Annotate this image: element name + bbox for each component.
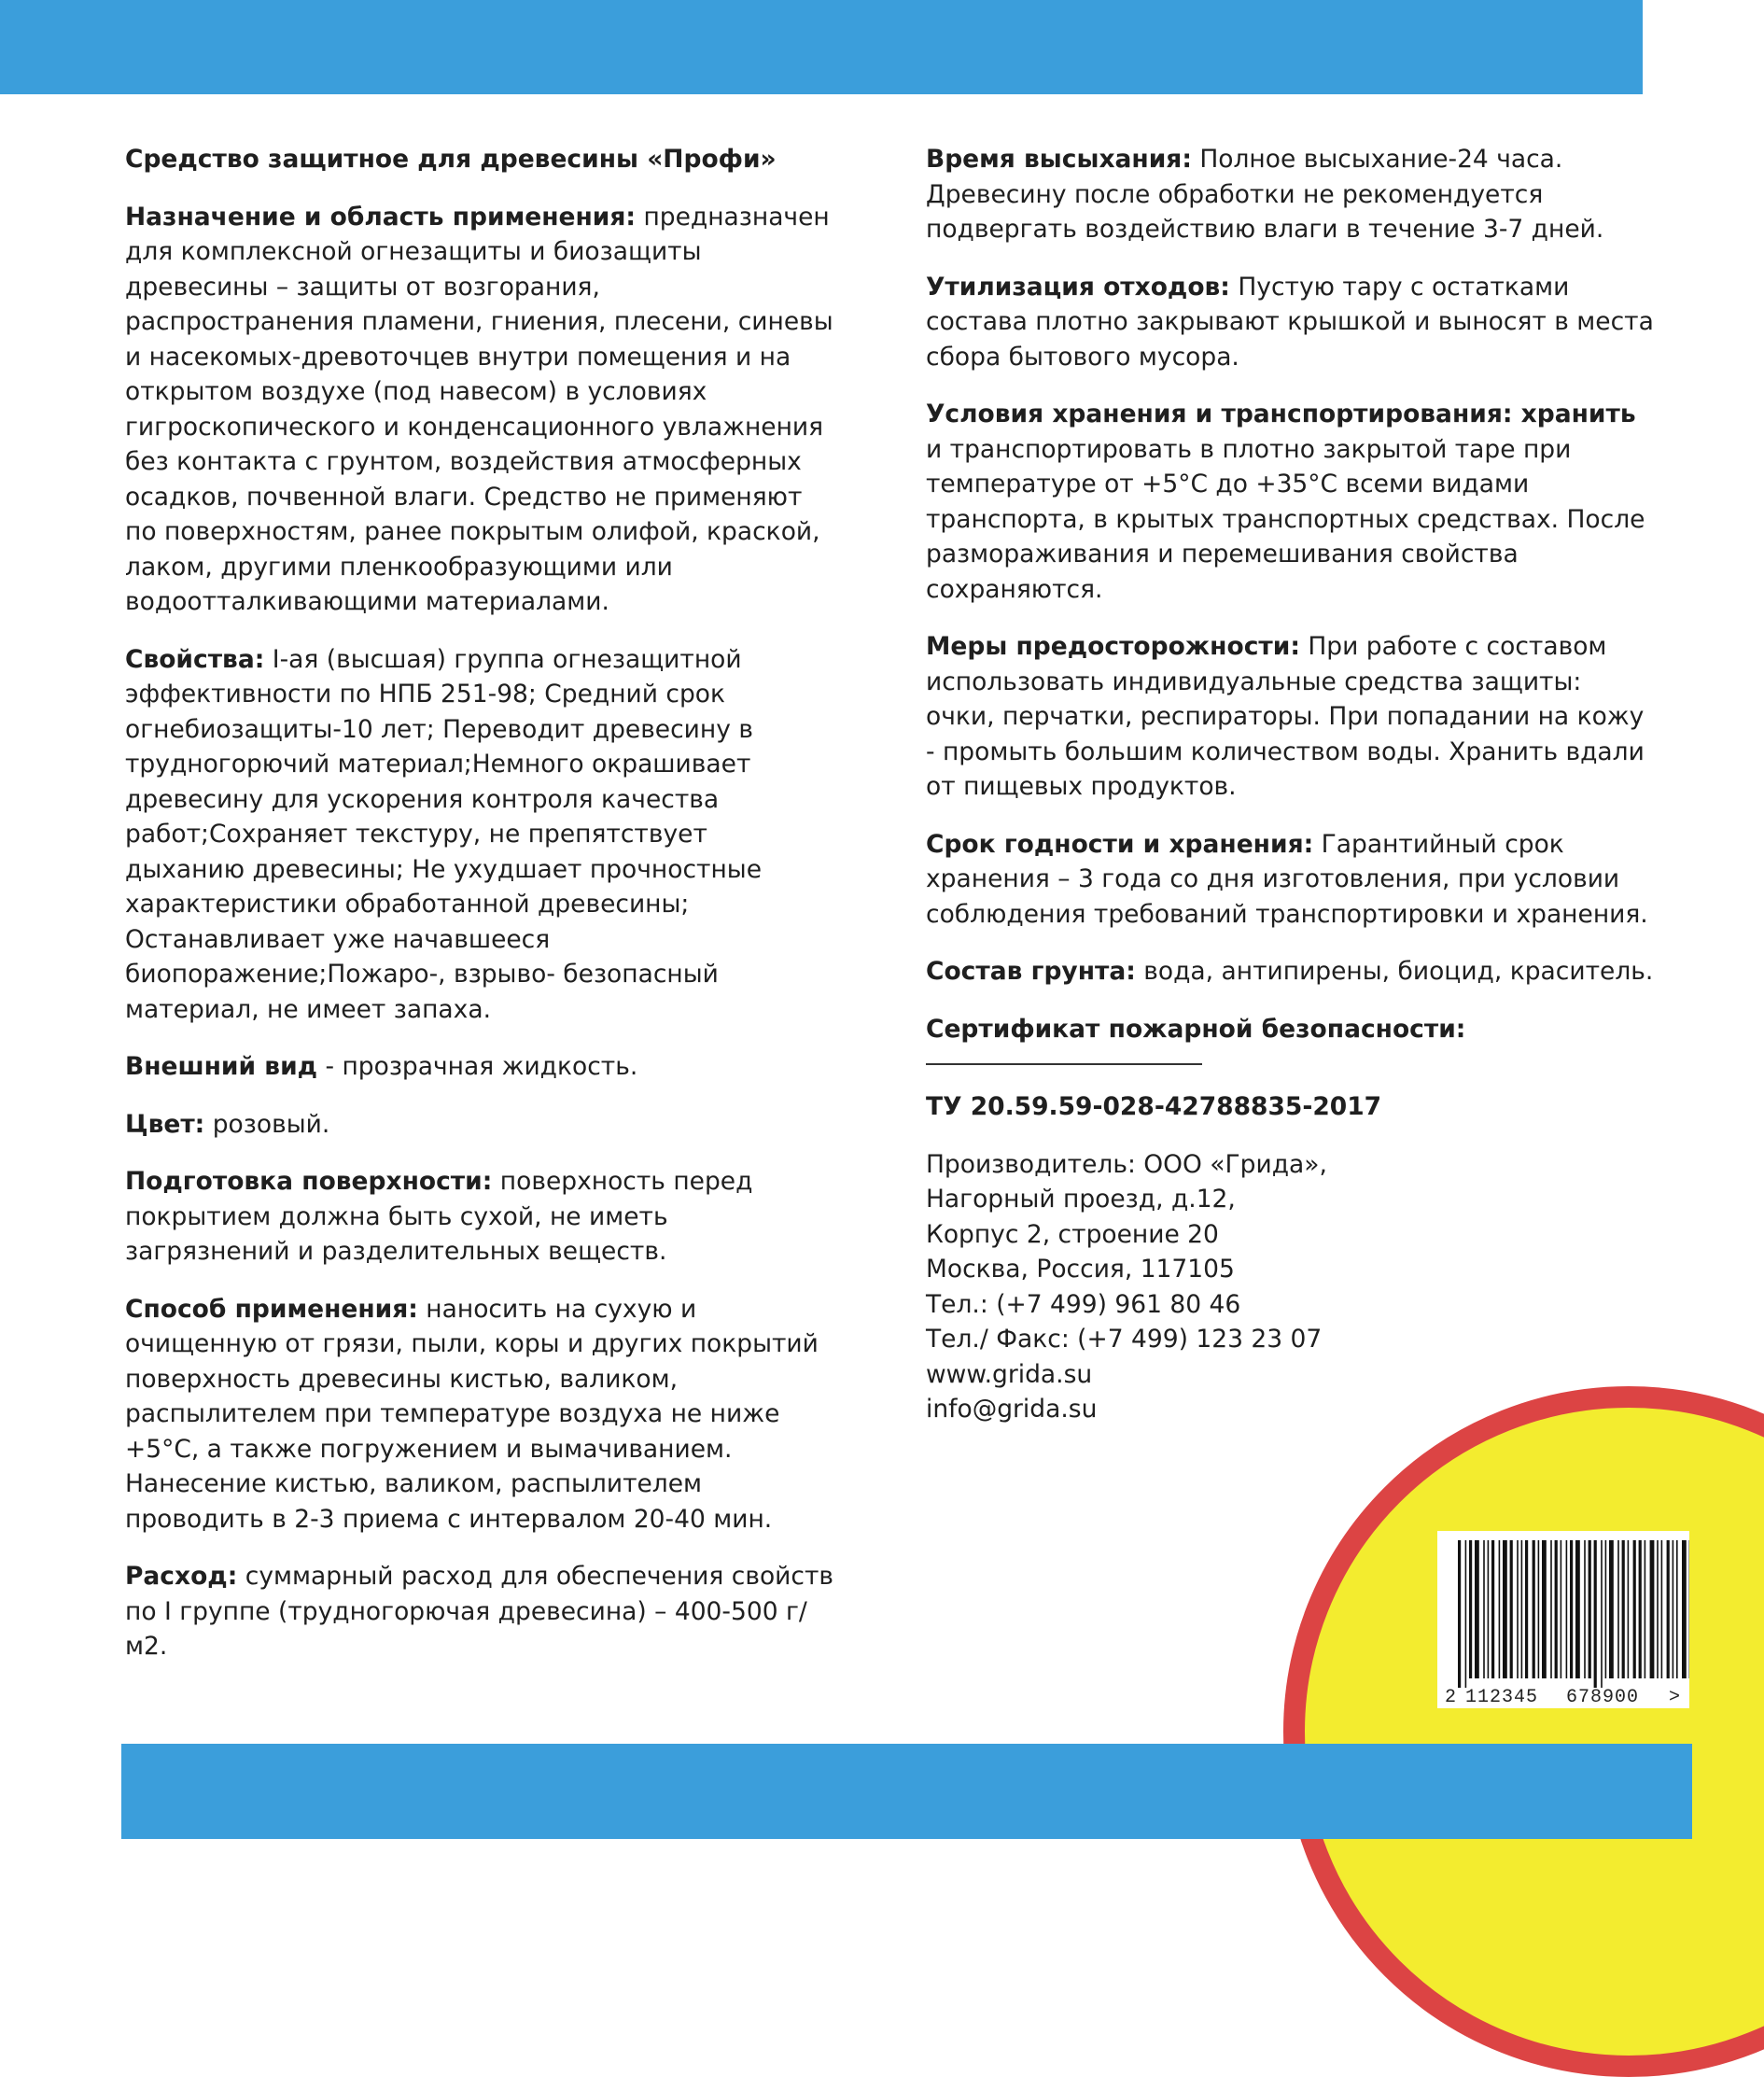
barcode-bar: [1555, 1540, 1558, 1678]
barcode: [1437, 1531, 1689, 1708]
left-column: [125, 142, 834, 1687]
address-line: Нагорный проезд, д.12,: [926, 1182, 1654, 1217]
properties-paragraph: [125, 642, 834, 1028]
storage-label: Условия хранения и транспортирования: хранить: [926, 400, 1636, 428]
certificate-blank-line: [926, 1046, 1202, 1065]
right-column: [926, 142, 1654, 1427]
barcode-bar: [1645, 1540, 1646, 1678]
barcode-bar: [1584, 1540, 1586, 1678]
barcode-bar: [1550, 1540, 1552, 1678]
purpose-text: предназначен для комплексной огнезащиты и биозащиты древесины – защиты от возгорания, распространения пламени, гниения, плесени, синевы и насекомых-древоточцев внутри помещения и на открытом воздухе (под навесом) в условиях гигроскопического и конденсационного увлажнения без контакта с грунтом, воздействия атмосферных осадков, почвенной влаги. Средство не применяют по поверхностям, ранее покрытым олифой, краской, лаком, другими пленкообразующими или водоотталкивающими материалами.: [125, 203, 833, 617]
barcode-bar: [1503, 1540, 1507, 1678]
barcode-bar: [1575, 1540, 1580, 1678]
barcode-bar: [1676, 1540, 1678, 1678]
barcode-lead-digit: 2: [1445, 1687, 1456, 1708]
purpose-label: Назначение и область применения:: [125, 203, 636, 232]
barcode-digits-right: 678900: [1566, 1687, 1639, 1708]
waste-text: Пустую тару с остатками состава плотно закрывают крышкой и выносят в места сбора бытового мусора.: [926, 273, 1654, 372]
barcode-bar: [1561, 1540, 1562, 1678]
composition-text: вода, антипирены, биоцид, краситель.: [1143, 957, 1653, 986]
barcode-bar: [1673, 1540, 1674, 1678]
method-paragraph: [125, 1292, 834, 1537]
composition-label: Состав грунта:: [926, 957, 1136, 986]
storage-text: и транспортировать в плотно закрытой таре при температуре от +5°С до +35°С всеми видами транспорта, в крытых транспортных средствах. После размораживания и перемешивания свойства сохраняются.: [926, 435, 1645, 604]
appearance-label: Внешний вид: [125, 1052, 317, 1081]
barcode-bar: [1622, 1540, 1625, 1678]
bottom-band-fill: [121, 1744, 1692, 1839]
fax-line: Тел./ Факс: (+7 499) 123 23 07: [926, 1322, 1654, 1357]
surface-prep-text: поверхность перед покрытием должна быть сухой, не иметь загрязнений и разделительных веществ.: [125, 1167, 752, 1266]
barcode-bar: [1661, 1540, 1663, 1678]
barcode-bar: [1510, 1540, 1513, 1678]
barcode-bar: [1650, 1540, 1655, 1678]
barcode-bar: [1469, 1540, 1472, 1678]
drying-label: Время высыхания:: [926, 145, 1192, 174]
barcode-bar: [1617, 1540, 1619, 1678]
shelf-life-text: Гарантийный срок хранения – 3 года со дня изготовления, при условии соблюдения требований транспортировки и хранения.: [926, 830, 1648, 929]
surface-prep-paragraph: [125, 1164, 834, 1270]
waste-paragraph: [926, 270, 1654, 375]
barcode-bar: [1609, 1540, 1614, 1678]
consumption-text: суммарный расход для обеспечения свойств по I группе (трудногорючая древесина) – 400-500 г/м2.: [125, 1562, 833, 1661]
appearance-paragraph: [125, 1049, 834, 1085]
waste-label: Утилизация отходов:: [926, 273, 1230, 302]
tu-code: ТУ 20.59.59-028-42788835-2017: [926, 1089, 1654, 1125]
top-band-fill: [0, 0, 1643, 94]
barcode-bar: [1458, 1540, 1461, 1688]
composition-paragraph: [926, 954, 1654, 989]
barcode-bar: [1491, 1540, 1494, 1678]
barcode-bar: [1667, 1540, 1670, 1678]
safety-text: При работе с составом использовать индивидуальные средства защиты: очки, перчатки, респираторы. При попадании на кожу - промыть большим количеством воды. Хранить вдали от пищевых продуктов.: [926, 632, 1645, 801]
barcode-digits-left: 112345: [1465, 1687, 1538, 1708]
barcode-bar: [1538, 1540, 1540, 1678]
barcode-bar: [1594, 1540, 1597, 1688]
drying-text: Полное высыхание-24 часа. Древесину после обработки не рекомендуется подвергать воздействию влаги в течение 3-7 дней.: [926, 145, 1603, 244]
address-line: Москва, Россия, 117105: [926, 1252, 1654, 1287]
purpose-paragraph: [125, 200, 834, 620]
color-paragraph: [125, 1107, 834, 1143]
properties-text: I-ая (высшая) группа огнезащитной эффективности по НПБ 251-98; Средний срок огнебиозащиты-10 лет; Переводит древесину в трудногорючий материал;Немного окрашивает древесину для ускорения контроля качества работ;Сохраняет текстуру, не препятствует дыханию древесины; Не ухудшает прочностные характеристики обработанной древесины; Останавливает уже начавшееся биопоражение;Пожаро-, взрыво- безопасный материал, не имеет запаха.: [125, 645, 762, 1024]
manufacturer-line: Производитель: ООО «Грида»,: [926, 1147, 1654, 1183]
website-link[interactable]: www.grida.su: [926, 1357, 1654, 1393]
barcode-bars: [1458, 1540, 1689, 1688]
sticker-circle: [1283, 1386, 1764, 2077]
barcode-bar: [1517, 1540, 1519, 1678]
certificate-heading: Сертификат пожарной безопасности:: [926, 1012, 1654, 1047]
color-text: розовый.: [213, 1110, 330, 1139]
barcode-bar: [1483, 1540, 1485, 1678]
color-label: Цвет:: [125, 1110, 204, 1139]
surface-prep-label: Подготовка поверхности:: [125, 1167, 492, 1196]
method-label: Способ применения:: [125, 1295, 418, 1324]
phone-line: Тел.: (+7 499) 961 80 46: [926, 1287, 1654, 1323]
appearance-text: - прозрачная жидкость.: [325, 1052, 637, 1081]
bottom-color-band: [121, 1744, 1692, 1839]
consumption-label: Расход:: [125, 1562, 237, 1591]
shelf-life-paragraph: [926, 827, 1654, 933]
top-color-band: [0, 0, 1643, 94]
barcode-bar: [1682, 1540, 1687, 1678]
drying-paragraph: [926, 142, 1654, 247]
safety-label: Меры предосторожности:: [926, 632, 1300, 661]
shelf-life-label: Срок годности и хранения:: [926, 830, 1313, 859]
consumption-paragraph: [125, 1559, 834, 1664]
barcode-bar: [1657, 1540, 1659, 1678]
barcode-bar: [1488, 1540, 1490, 1678]
barcode-bar: [1566, 1540, 1568, 1678]
barcode-bar: [1601, 1540, 1603, 1688]
method-text: наносить на сухую и очищенную от грязи, пыли, коры и других покрытий поверхность древесины кистью, валиком, распылителем при температуре воздуха не ниже +5°С, а также погружением и вымачиванием. Нанесение кистью, валиком, распылителем проводить в 2-3 приема с интервалом 20-40 мин.: [125, 1295, 819, 1534]
barcode-bar: [1570, 1540, 1573, 1678]
manufacturer-block: [926, 1147, 1654, 1427]
barcode-bar: [1633, 1540, 1636, 1678]
properties-label: Свойства:: [125, 645, 264, 674]
barcode-graphic: [1437, 1531, 1689, 1708]
barcode-bar: [1521, 1540, 1523, 1678]
email-link[interactable]: info@grida.su: [926, 1392, 1654, 1427]
storage-paragraph: [926, 397, 1654, 607]
safety-paragraph: [926, 629, 1654, 805]
barcode-bar: [1639, 1540, 1642, 1678]
barcode-bar: [1589, 1540, 1591, 1678]
barcode-bar: [1605, 1540, 1607, 1678]
barcode-bar: [1542, 1540, 1547, 1678]
barcode-bar: [1475, 1540, 1479, 1678]
barcode-bar: [1525, 1540, 1528, 1678]
barcode-bar: [1465, 1540, 1467, 1688]
barcode-bar: [1533, 1540, 1535, 1678]
barcode-bar: [1499, 1540, 1501, 1678]
barcode-bar: [1628, 1540, 1630, 1678]
product-title: Средство защитное для древесины «Профи»: [125, 142, 834, 177]
barcode-quiet-zone-mark: >: [1669, 1687, 1680, 1708]
address-line: Корпус 2, строение 20: [926, 1217, 1654, 1253]
